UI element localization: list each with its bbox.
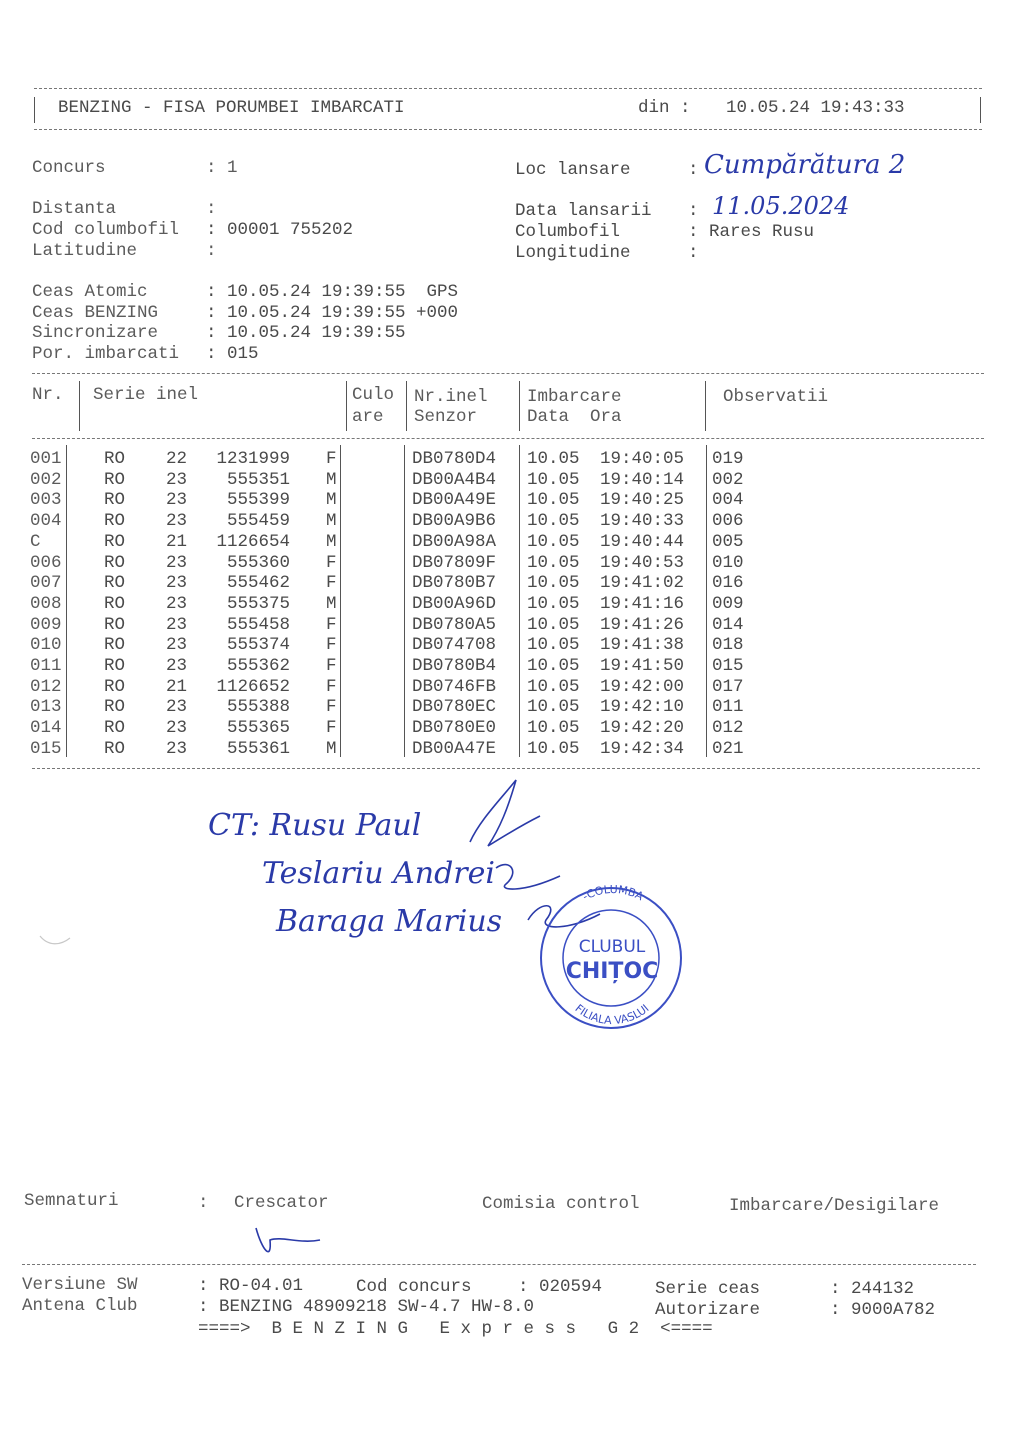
loc-lansare-handwritten: Cumpărătura 2 [704, 150, 906, 180]
cell-nr: 015 [30, 738, 62, 759]
handwritten-line-3: Baraga Marius [276, 904, 503, 939]
th-observatii: Observatii [723, 387, 829, 407]
cell-sensor: DB00A47E [412, 738, 497, 759]
cell-time: 19:40:33 [600, 511, 685, 532]
serie-ceas-label: Serie ceas [655, 1279, 761, 1299]
por-imbarcati-label: Por. imbarcati [32, 344, 180, 364]
stamp-top-text: -COLUMBA [580, 882, 646, 904]
cell-sex: M [326, 490, 337, 511]
antena-value: : BENZING 48909218 SW-4.7 HW-8.0 [198, 1297, 535, 1317]
autorizare-value: : 9000A782 [830, 1300, 936, 1320]
comisia-control-label: Comisia control [482, 1194, 640, 1214]
cell-country: RO [104, 531, 126, 552]
serie-ceas-value: : 244132 [830, 1279, 915, 1299]
cell-num: 555351 [226, 469, 290, 490]
cell-num: 555459 [226, 511, 290, 532]
autorizare-label: Autorizare [655, 1300, 761, 1320]
columbofil-label: Columbofil [515, 222, 621, 242]
longitudine-value: : [688, 243, 699, 263]
cell-sensor: DB0780B7 [412, 573, 497, 594]
cell-time: 19:41:26 [600, 614, 685, 635]
cell-sensor: DB00A4B4 [412, 469, 497, 490]
cell-obs: 016 [712, 573, 744, 594]
data-lansarii-label: Data lansarii [515, 201, 652, 221]
cell-year: 23 [166, 573, 188, 594]
cell-date: 10.05 [527, 738, 580, 759]
cell-date: 10.05 [527, 656, 580, 676]
handwritten-line-2: Teslariu Andrei [262, 856, 495, 891]
cell-time: 19:42:10 [600, 697, 685, 718]
cell-time: 19:41:02 [600, 573, 685, 594]
cell-year: 23 [166, 511, 188, 532]
cell-nr: 014 [30, 718, 62, 739]
cell-obs: 009 [712, 593, 744, 614]
cell-time: 19:42:00 [600, 676, 685, 697]
cell-num: 555374 [226, 635, 290, 656]
cell-obs: 021 [712, 738, 744, 759]
cell-num: 1126654 [216, 531, 290, 552]
cell-obs: 004 [712, 490, 744, 511]
cell-sex: M [326, 738, 337, 759]
cell-time: 19:41:50 [600, 656, 685, 676]
por-imbarcati-value: : 015 [206, 344, 259, 364]
cell-nr: 007 [30, 573, 62, 594]
cell-sensor: DB0780B4 [412, 656, 497, 676]
cell-sex: M [326, 531, 337, 552]
cell-year: 23 [166, 490, 188, 511]
cell-obs: 014 [712, 614, 744, 635]
cell-obs: 002 [712, 469, 744, 490]
cell-country: RO [104, 511, 126, 532]
cell-sex: M [326, 593, 337, 614]
cell-sex: F [326, 449, 337, 469]
cell-num: 1231999 [216, 449, 290, 469]
cell-country: RO [104, 718, 126, 739]
cell-date: 10.05 [527, 614, 580, 635]
imbarcare-desigilare-label: Imbarcare/Desigilare [729, 1196, 940, 1216]
cell-nr: 004 [30, 511, 62, 532]
cell-nr: 001 [30, 449, 62, 469]
stamp-bottom-text: FILIALA VASLUI [572, 1001, 652, 1028]
cell-country: RO [104, 449, 126, 469]
cell-year: 23 [166, 656, 188, 676]
latitudine-label: Latitudine [32, 241, 138, 261]
cell-nr: 002 [30, 469, 62, 490]
cell-sex: F [326, 614, 337, 635]
cell-country: RO [104, 490, 126, 511]
cell-year: 23 [166, 697, 188, 718]
concurs-label: Concurs [32, 158, 106, 178]
cell-nr: 003 [30, 490, 62, 511]
cell-country: RO [104, 738, 126, 759]
latitudine-value: : [206, 241, 217, 261]
cell-sensor: DB07809F [412, 552, 497, 573]
cell-nr: 006 [30, 552, 62, 573]
data-lansarii-handwritten: 11.05.2024 [712, 192, 850, 220]
cell-sensor: DB00A98A [412, 531, 497, 552]
cell-country: RO [104, 656, 126, 676]
cell-sex: M [326, 511, 337, 532]
cell-time: 19:41:16 [600, 593, 685, 614]
cell-obs: 012 [712, 718, 744, 739]
cell-date: 10.05 [527, 511, 580, 532]
cell-num: 555399 [226, 490, 290, 511]
cell-time: 19:41:38 [600, 635, 685, 656]
stamp-center-1: CLUBUL [578, 937, 646, 957]
cell-time: 19:42:20 [600, 718, 685, 739]
cell-time: 19:40:53 [600, 552, 685, 573]
sincronizare-label: Sincronizare [32, 323, 159, 343]
cell-sensor: DB0746FB [412, 676, 497, 697]
cell-obs: 015 [712, 656, 744, 676]
cell-year: 23 [166, 593, 188, 614]
cell-sensor: DB0780E0 [412, 718, 497, 739]
cell-date: 10.05 [527, 593, 580, 614]
cell-obs: 017 [712, 676, 744, 697]
cell-num: 1126652 [216, 676, 290, 697]
cell-sex: F [326, 635, 337, 656]
cell-sensor: DB00A96D [412, 593, 497, 614]
cod-columbofil-value: : 00001 755202 [206, 220, 354, 240]
cell-nr: 010 [30, 635, 62, 656]
th-nr: Nr. [32, 385, 64, 405]
cell-date: 10.05 [527, 635, 580, 656]
cell-date: 10.05 [527, 697, 580, 718]
cell-num: 555360 [226, 552, 290, 573]
cell-time: 19:40:05 [600, 449, 685, 469]
cell-date: 10.05 [527, 531, 580, 552]
handwritten-line-1: CT: Rusu Paul [208, 808, 422, 843]
cell-year: 23 [166, 738, 188, 759]
ceas-benzing-value: : 10.05.24 19:39:55 +000 [206, 303, 459, 323]
cell-sex: F [326, 718, 337, 739]
cell-sensor: DB0780EC [412, 697, 497, 718]
cell-obs: 019 [712, 449, 744, 469]
longitudine-label: Longitudine [515, 243, 631, 263]
stamp-center-2: CHIȚOC [565, 959, 659, 984]
cell-country: RO [104, 552, 126, 573]
din-label: din : [638, 98, 691, 118]
cell-country: RO [104, 676, 126, 697]
versiune-label: Versiune SW [22, 1275, 138, 1295]
cell-sensor: DB074708 [412, 635, 497, 656]
ceas-atomic-label: Ceas Atomic [32, 282, 148, 302]
cell-date: 10.05 [527, 573, 580, 594]
cell-obs: 011 [712, 697, 744, 718]
cell-sex: F [326, 552, 337, 573]
cell-time: 19:42:34 [600, 738, 685, 759]
cell-sex: F [326, 676, 337, 697]
columbofil-value: : Rares Rusu [688, 222, 815, 242]
cell-num: 555458 [226, 614, 290, 635]
loc-lansare-colon: : [688, 160, 699, 180]
th-imbarcare-2: Data Ora [527, 407, 622, 427]
semnaturi-colon: : [198, 1193, 209, 1213]
th-culoare-2: are [352, 407, 384, 427]
cell-num: 555362 [226, 656, 290, 676]
cell-year: 23 [166, 614, 188, 635]
cell-date: 10.05 [527, 676, 580, 697]
cell-num: 555361 [226, 738, 290, 759]
antena-label: Antena Club [22, 1296, 138, 1316]
cell-time: 19:40:44 [600, 531, 685, 552]
cell-sensor: DB0780A5 [412, 614, 497, 635]
cell-nr: C [30, 531, 41, 552]
data-lansarii-colon: : [688, 201, 699, 221]
th-culoare-1: Culo [352, 385, 395, 405]
cell-year: 23 [166, 718, 188, 739]
crescator-label: Crescator [234, 1193, 329, 1213]
concurs-value: : 1 [206, 158, 238, 178]
cell-country: RO [104, 614, 126, 635]
cell-time: 19:40:14 [600, 469, 685, 490]
cell-country: RO [104, 573, 126, 594]
cell-sensor: DB00A49E [412, 490, 497, 511]
cell-sensor: DB00A9B6 [412, 511, 497, 532]
cell-num: 555365 [226, 718, 290, 739]
cell-year: 22 [166, 449, 188, 469]
th-serie-inel: Serie inel [93, 385, 199, 405]
cell-sensor: DB0780D4 [412, 449, 497, 469]
cell-year: 21 [166, 531, 188, 552]
cell-obs: 005 [712, 531, 744, 552]
cell-date: 10.05 [527, 552, 580, 573]
cod-columbofil-label: Cod columbofil [32, 220, 180, 240]
cell-nr: 011 [30, 656, 62, 676]
cell-num: 555388 [226, 697, 290, 718]
cell-year: 23 [166, 552, 188, 573]
footer-rule [22, 1264, 976, 1265]
cell-year: 23 [166, 635, 188, 656]
cell-nr: 009 [30, 614, 62, 635]
cell-year: 23 [166, 469, 188, 490]
cell-time: 19:40:25 [600, 490, 685, 511]
cell-nr: 013 [30, 697, 62, 718]
footer-banner: ====> B E N Z I N G E x p r e s s G 2 <==== [198, 1319, 713, 1339]
page-title: BENZING - FISA PORUMBEI IMBARCATI [58, 98, 405, 118]
versiune-value: : RO-04.01 [198, 1276, 304, 1296]
ceas-benzing-label: Ceas BENZING [32, 303, 159, 323]
th-nrinel-1: Nr.inel [414, 387, 488, 407]
loc-lansare-label: Loc lansare [515, 160, 631, 180]
cell-sex: F [326, 656, 337, 676]
sincronizare-value: : 10.05.24 19:39:55 [206, 323, 406, 343]
cell-nr: 008 [30, 593, 62, 614]
cell-date: 10.05 [527, 469, 580, 490]
cell-sex: F [326, 697, 337, 718]
th-imbarcare-1: Imbarcare [527, 387, 622, 407]
cod-concurs-label: Cod concurs [356, 1277, 472, 1297]
distanta-value: : [206, 199, 217, 219]
cell-obs: 010 [712, 552, 744, 573]
semnaturi-label: Semnaturi [24, 1191, 119, 1211]
cell-sex: F [326, 573, 337, 594]
cell-country: RO [104, 593, 126, 614]
cell-num: 555462 [226, 573, 290, 594]
cell-date: 10.05 [527, 490, 580, 511]
cell-country: RO [104, 469, 126, 490]
ceas-atomic-value: : 10.05.24 19:39:55 GPS [206, 282, 459, 302]
cell-date: 10.05 [527, 718, 580, 739]
th-nrinel-2: Senzor [414, 407, 478, 427]
cell-country: RO [104, 635, 126, 656]
cell-nr: 012 [30, 676, 62, 697]
distanta-label: Distanta [32, 199, 117, 219]
cell-year: 21 [166, 676, 188, 697]
cell-sex: M [326, 469, 337, 490]
cell-num: 555375 [226, 593, 290, 614]
cod-concurs-value: : 020594 [518, 1277, 603, 1297]
din-value: 10.05.24 19:43:33 [726, 98, 905, 118]
cell-obs: 006 [712, 511, 744, 532]
cell-obs: 018 [712, 635, 744, 656]
cell-date: 10.05 [527, 449, 580, 469]
cell-country: RO [104, 697, 126, 718]
